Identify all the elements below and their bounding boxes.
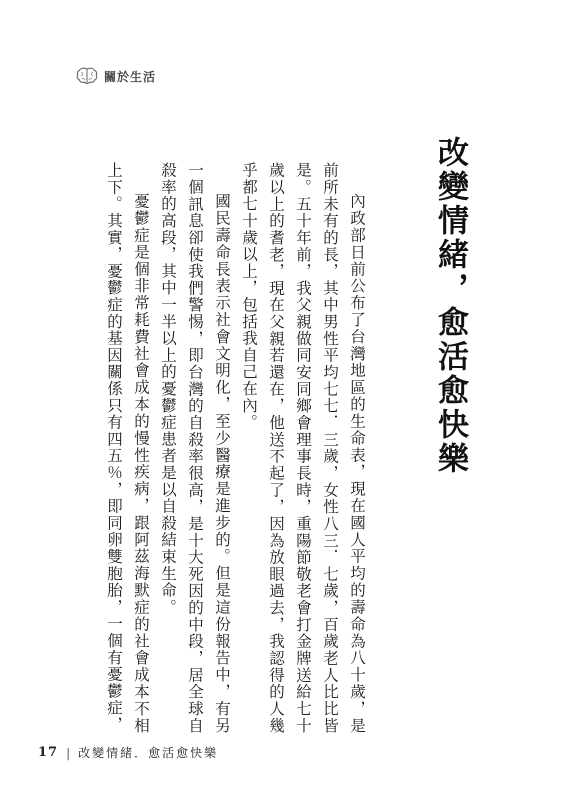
chapter-title: 改變情緒，愈活愈快樂: [432, 136, 468, 476]
footer-separator: |: [66, 745, 71, 760]
running-title: 改變情緒．愈活愈快樂: [78, 746, 219, 760]
body-text: [74, 162, 370, 734]
paragraph-2: 國民壽命長表示社會文明化，至少醫療是進步的。但是這份報告中，有另一個訊息卻使我們警惕，即台灣的自殺率很高，是十大死因的中段，居全球自殺率的高段，其中一半以上的憂鬱症患者是以自殺結束生命。: [159, 162, 231, 734]
brain-icon: [76, 67, 98, 85]
page-footer: [38, 744, 218, 761]
paragraph-1: 內政部日前公布了台灣地區的生命表，現在國人平均的壽命為八十歲，是前所未有的長，其中男性平均七七．三歲，女性八三．七歲，百歲老人比比皆是。五十年前，我父親做同安同鄉會理事長時，重陽節敬老會打金牌送給七十歲以上的耆老，現在父親若還在，他送不起了，因為放眼過去，我認得的人幾乎都七十歲以上，包括我自己在內。: [240, 162, 366, 734]
page-number: 17: [38, 745, 59, 760]
section-label: 關於生活: [104, 69, 157, 84]
section-header: [76, 66, 156, 86]
paragraph-3: 憂鬱症是個非常耗費社會成本的慢性疾病，跟阿茲海默症的社會成本不相上下。其實，憂鬱症的基因關係只有四五％，即同卵雙胞胎，一個有憂鬱症，: [105, 162, 150, 734]
